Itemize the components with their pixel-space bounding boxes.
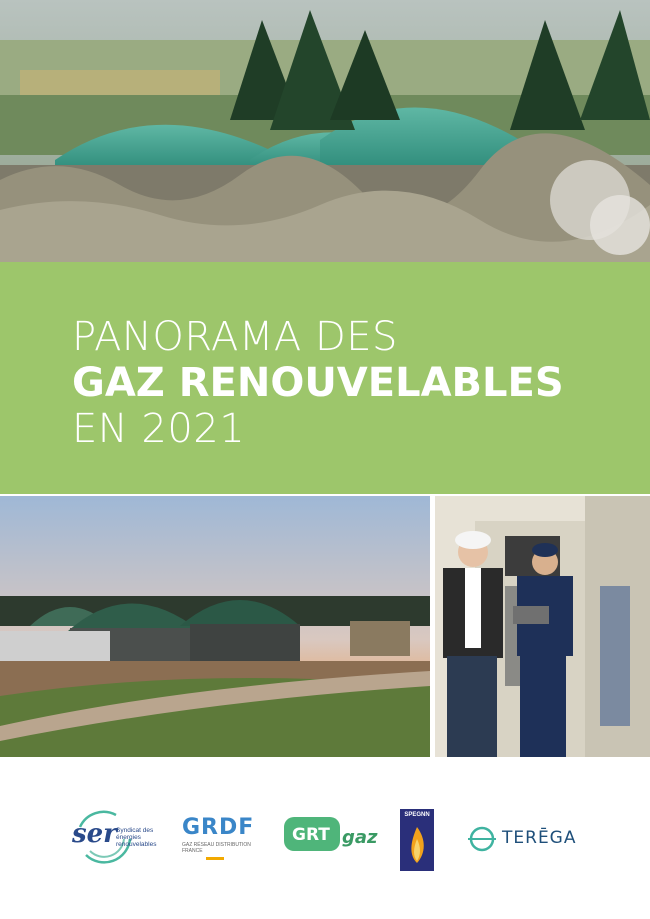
top-photo-biogas-domes [0, 0, 650, 262]
title-line-2: GAZ RENOUVELABLES [72, 360, 564, 406]
title-band [0, 262, 650, 494]
bottom-left-photo-biogas-plant [0, 496, 430, 757]
bottom-right-photo-technicians [435, 496, 650, 757]
partner-logos [0, 757, 650, 919]
dusk-plant-illustration [0, 496, 430, 757]
spegnn-wordmark: SPEGNN [404, 812, 430, 818]
terega-logo [466, 825, 582, 855]
grdf-logo [182, 815, 262, 865]
grtgaz-word: gaz [342, 827, 378, 848]
title-line-3: EN 2021 [72, 406, 246, 452]
spegnn-logo [400, 809, 434, 871]
technicians-illustration [435, 496, 650, 757]
grtgaz-badge-text: GRT [292, 825, 330, 845]
title-line-1: PANORAMA DES [72, 314, 398, 360]
landscape-illustration [0, 0, 650, 262]
terega-wordmark: TERĒGA [502, 828, 577, 848]
terega-ring-icon [466, 825, 498, 853]
grdf-subtitle: GAZ RÉSEAU DISTRIBUTION FRANCE [182, 842, 251, 854]
ser-logo [72, 809, 164, 869]
ser-subtitle: Syndicat des énergies renouvelables [116, 827, 157, 848]
flame-icon [400, 809, 434, 871]
ser-wordmark: ser [72, 819, 117, 849]
grdf-accent-bar [206, 857, 224, 860]
grdf-wordmark: GRDF [182, 815, 255, 840]
grtgaz-logo [284, 817, 380, 857]
